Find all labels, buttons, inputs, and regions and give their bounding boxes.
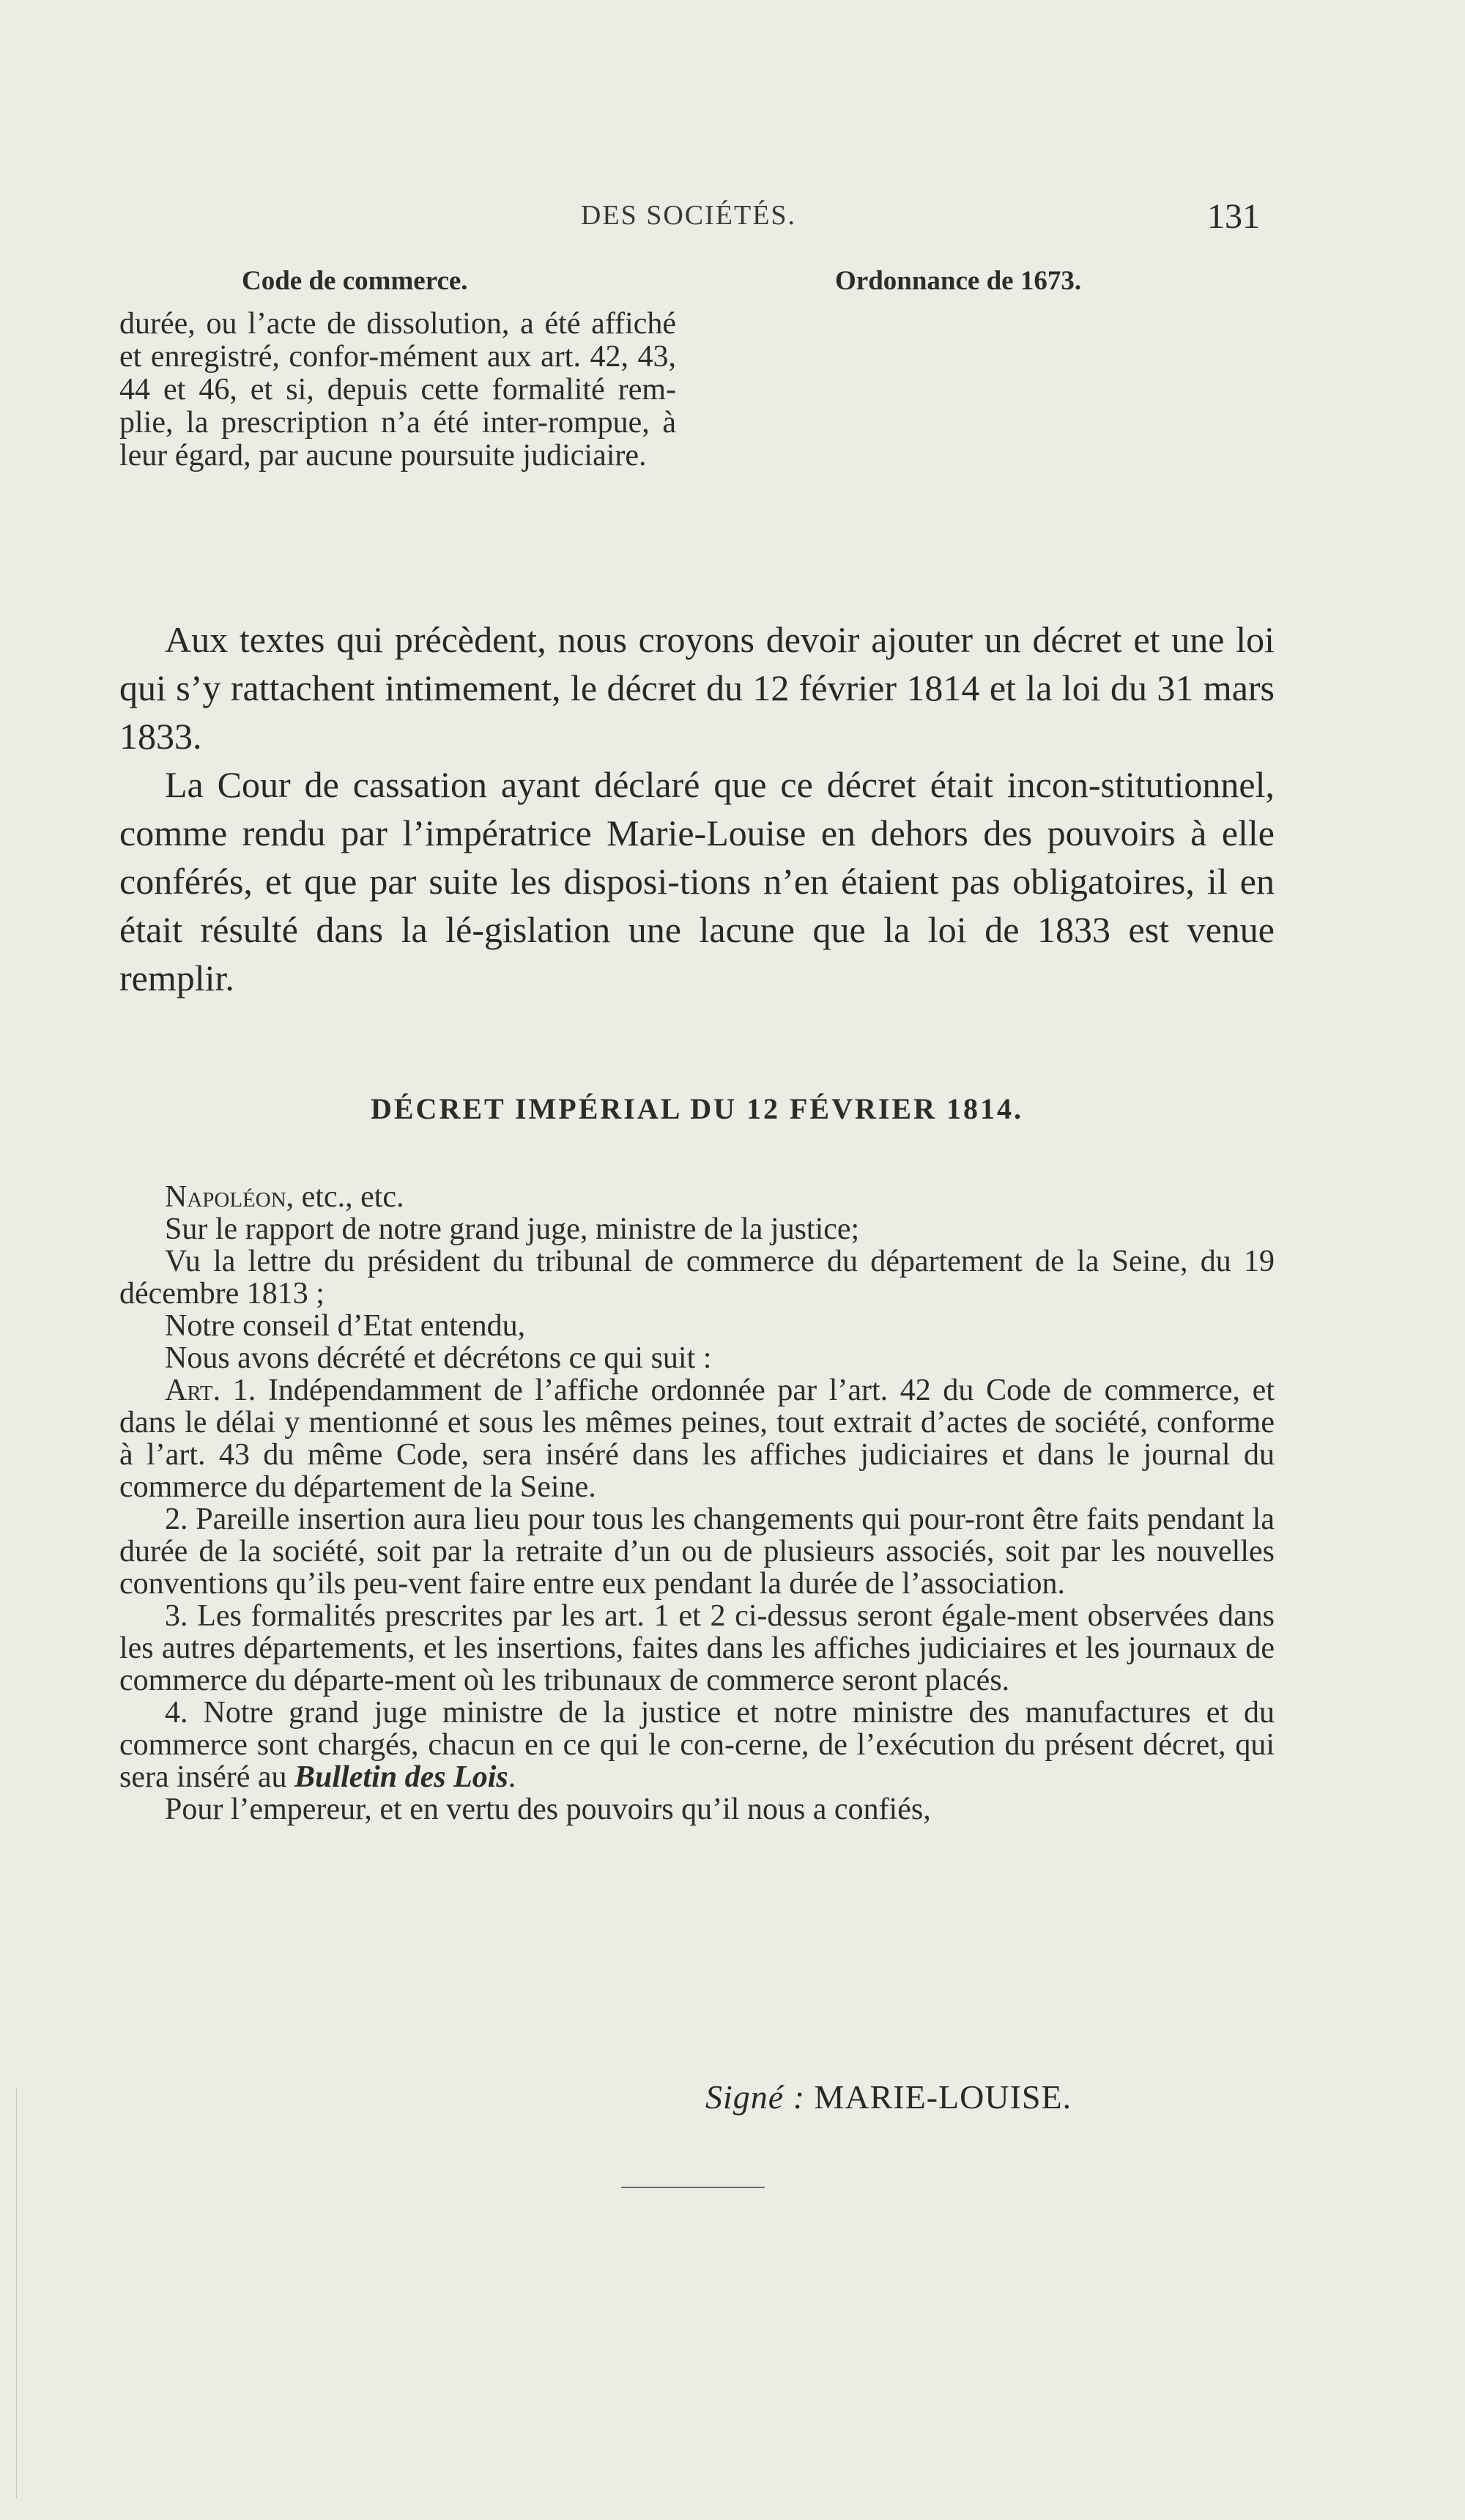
decree-article-4 bbox=[119, 1697, 1275, 1793]
bulletin-des-lois: Bulletin des Lois bbox=[294, 1760, 508, 1794]
right-column-heading: Ordonnance de 1673. bbox=[835, 266, 1082, 296]
article-4-text: 4. Notre grand juge ministre de la justice et notre ministre des manufactures et du commerce sont chargés, chacun en ce qui le con-cerne, de l’exécution du présent décret, qui sera inséré au bbox=[119, 1696, 1275, 1794]
left-column-text bbox=[119, 308, 676, 472]
page-number: 131 bbox=[1207, 197, 1260, 236]
decree-article-1 bbox=[119, 1374, 1275, 1503]
decree-nous-line: Nous avons décrété et décrétons ce qui suit : bbox=[165, 1341, 712, 1375]
article-1-label: Art. 1. bbox=[165, 1374, 256, 1407]
intro-paragraph-1: Aux textes qui précèdent, nous croyons devoir ajouter un décret et une loi qui s’y rattachent intimement, le décret du 12 février 1814 et la loi du 31 mars 1833. bbox=[119, 619, 1275, 757]
running-header: DES SOCIÉTÉS. bbox=[580, 200, 797, 231]
decree-rapport-line: Sur le rapport de notre grand juge, ministre de la justice; bbox=[165, 1212, 860, 1246]
intro-text bbox=[119, 615, 1275, 1002]
decree-article-3: 3. Les formalités prescrites par les art. 1 et 2 ci-dessus seront égale-ment observées dans les autres départements, et les insertions, faites dans les affiches judiciaires et les journaux de commerce du départe-ment où les tribunaux de commerce seront placés. bbox=[119, 1599, 1275, 1697]
decree-conseil-line: Notre conseil d’Etat entendu, bbox=[165, 1309, 526, 1343]
signed-label: Signé : bbox=[705, 2078, 806, 2116]
napoleon-name: Napoléon bbox=[165, 1180, 286, 1214]
decree-closing: Pour l’empereur, et en vertu des pouvoirs qu’il nous a confiés, bbox=[165, 1793, 931, 1826]
article-4-end: . bbox=[508, 1760, 516, 1794]
napoleon-rest: , etc., etc. bbox=[286, 1180, 404, 1214]
intro-paragraph-2: La Cour de cassation ayant déclaré que ce décret était incon-stitutionnel, comme rendu par l’impératrice Marie-Louise en dehors des pouvoirs à elle conférés, et que par suite les disposi-tions n’en étaient pas obligatoires, il en était résulté dans la lé-gislation une lacune que la loi de 1833 est venue remplir. bbox=[119, 764, 1275, 998]
article-1-text: Indépendamment de l’affiche ordonnée par l’art. 42 du Code de commerce, et dans le délai y mentionné et sous les mêmes peines, tout extrait d’actes de société, conforme à l’art. 43 du même Code, sera inséré dans les affiches judiciaires et dans le journal du commerce du département de la Seine. bbox=[119, 1374, 1275, 1504]
decree-title: DÉCRET IMPÉRIAL DU 12 FÉVRIER 1814. bbox=[370, 1092, 1023, 1125]
signature-line bbox=[705, 2078, 1072, 2116]
decree-article-2: 2. Pareille insertion aura lieu pour tous les changements qui pour-ront être faits pendant la durée de la société, soit par la retraite d’un ou de plusieurs associés, soit par les nouvelles conventions qu’ils peu-vent faire entre eux pendant la durée de l’association. bbox=[119, 1502, 1275, 1601]
left-column-paragraph: durée, ou l’acte de dissolution, a été affiché et enregistré, confor-mément aux art. 42, 43, 44 et 46, et si, depuis cette formalité rem-plie, la prescription n’a été inter-rompue, à leur égard, par aucune poursuite judiciaire. bbox=[119, 307, 676, 472]
left-column-heading: Code de commerce. bbox=[242, 266, 468, 296]
decree-body bbox=[119, 1181, 1275, 1826]
page-edge-line bbox=[16, 2088, 17, 2498]
decree-napoleon-line bbox=[119, 1181, 1275, 1213]
decree-vu-line: Vu la lettre du président du tribunal de commerce du département de la Seine, du 19 décembre 1813 ; bbox=[119, 1245, 1275, 1311]
signed-name: MARIE-LOUISE. bbox=[805, 2078, 1072, 2116]
section-divider bbox=[621, 2187, 765, 2188]
